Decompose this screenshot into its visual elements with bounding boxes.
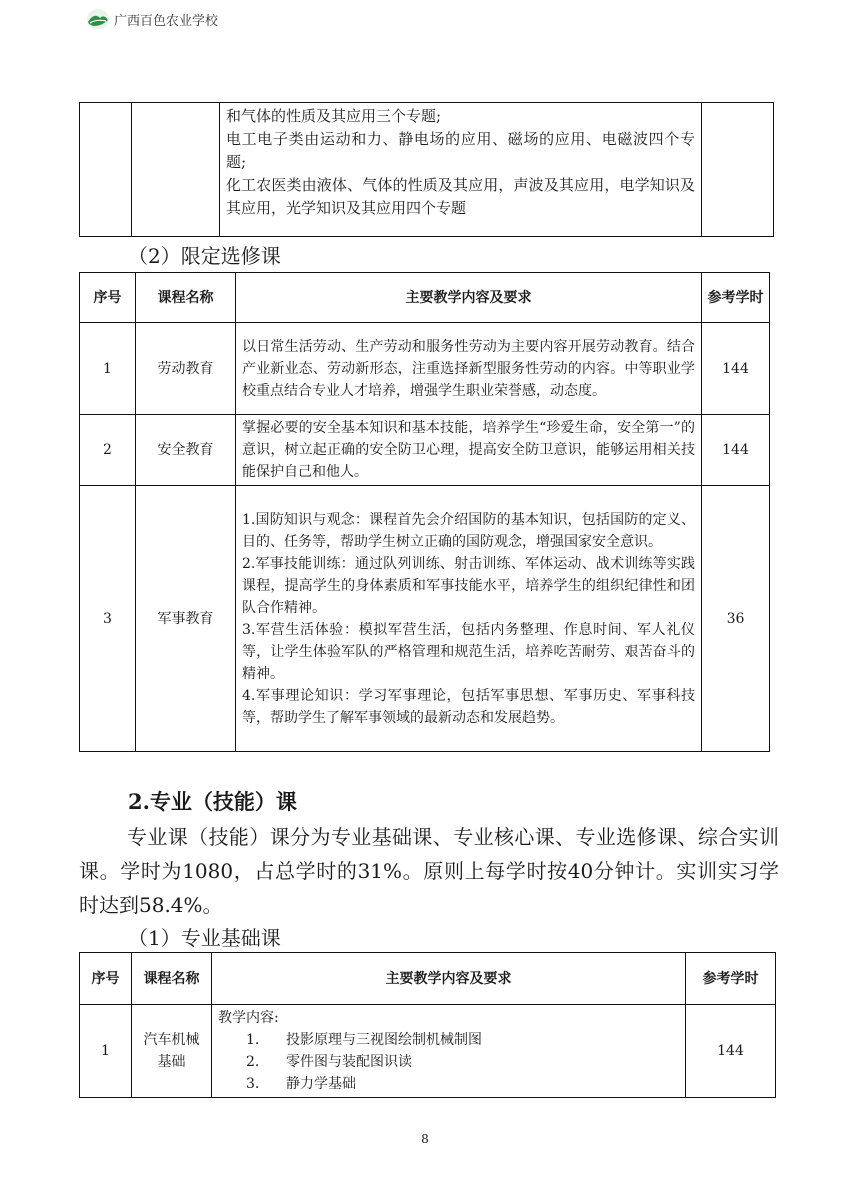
table-row (80, 323, 770, 415)
item-number: 3. (246, 1076, 260, 1092)
header-content: 主要教学内容及要求 (212, 953, 686, 1005)
row-name: 安全教育 (136, 415, 236, 486)
header-course-name: 课程名称 (136, 273, 236, 323)
row-hours: 144 (702, 323, 770, 415)
row-no: 1 (80, 323, 136, 415)
basic-course-table (79, 952, 776, 1098)
content-item: 4.军事理论知识：学习军事理论，包括军事思想、军事历史、军事科技等，帮助学生了解军事领域的最新动态和发展趋势。 (242, 687, 695, 726)
header-hours: 参考学时 (702, 273, 770, 323)
row-content (212, 1005, 686, 1098)
content-cell (220, 103, 702, 237)
row-no: 1 (80, 1005, 132, 1098)
limited-elective-table (79, 272, 770, 752)
school-logo-icon (86, 8, 110, 30)
page-number: 8 (421, 1132, 429, 1146)
content-list (218, 1029, 679, 1095)
table-row (80, 415, 770, 486)
row-name: 劳动教育 (136, 323, 236, 415)
row-hours: 36 (702, 486, 770, 752)
section-title-professional: 2.专业（技能）课 (128, 789, 297, 814)
row-content: 以日常生活劳动、生产劳动和服务性劳动为主要内容开展劳动教育。结合产业新业态、劳动新形态，注重选择新型服务性劳动的内容。中等职业学校重点结合专业人才培养，增强学生职业荣誉感，动态度。 (236, 323, 702, 415)
list-item (246, 1029, 679, 1051)
empty-cell (132, 103, 220, 237)
table-row (80, 1005, 776, 1098)
content-line: 电工电子类由运动和力、静电场的应用、磁场的应用、电磁波四个专题; (226, 130, 695, 171)
continued-table (79, 102, 774, 237)
empty-cell (80, 103, 132, 237)
header-content: 主要教学内容及要求 (236, 273, 702, 323)
row-content (236, 486, 702, 752)
header-course-name: 课程名称 (132, 953, 212, 1005)
row-content: 掌握必要的安全基本知识和基本技能，培养学生“珍爱生命，安全第一”的意识，树立起正确的安全防卫心理，提高安全防卫意识，能够运用相关技能保护自己和他人。 (236, 415, 702, 486)
header-no: 序号 (80, 953, 132, 1005)
content-intro: 教学内容: (218, 1010, 279, 1026)
content-line: 化工农医类由液体、气体的性质及其应用，声波及其应用，电学知识及其应用，光学知识及其应用四个专题 (226, 176, 695, 217)
item-text: 静力学基础 (286, 1076, 356, 1092)
item-text: 投影原理与三视图绘制机械制图 (286, 1032, 482, 1048)
content-item: 2.军事技能训练：通过队列训练、射击训练、军体运动、战术训练等实践课程，提高学生的身体素质和军事技能水平，培养学生的组织纪律性和团队合作精神。 (242, 555, 695, 616)
row-no: 2 (80, 415, 136, 486)
content-line: 和气体的性质及其应用三个专题; (226, 107, 442, 125)
list-item (246, 1073, 679, 1095)
section-paragraph: 专业课（技能）课分为专业基础课、专业核心课、专业选修课、综合实训课。学时为1080，占总学时的31%。原则上每学时按40分钟计。实训实习学时达到58.4%。 (79, 825, 779, 917)
page-header (86, 6, 218, 32)
item-text: 零件图与装配图识读 (286, 1054, 412, 1070)
content-item: 1.国防知识与观念：课程首先会介绍国防的基本知识，包括国防的定义、目的、任务等，帮助学生树立正确的国防观念，增强国家安全意识。 (242, 511, 695, 550)
table-row (80, 486, 770, 752)
item-number: 2. (246, 1054, 260, 1070)
empty-cell (702, 103, 774, 237)
school-name: 广西百色农业学校 (114, 13, 219, 29)
section-title-limited: （2）限定选修课 (128, 244, 281, 268)
content-item: 3.军营生活体验：模拟军营生活，包括内务整理、作息时间、军人礼仪等，让学生体验军队的严格管理和规范生活，培养吃苦耐劳、艰苦奋斗的精神。 (242, 621, 695, 682)
header-no: 序号 (80, 273, 136, 323)
row-hours: 144 (702, 415, 770, 486)
row-name: 汽车机械基础 (132, 1005, 212, 1098)
header-hours: 参考学时 (686, 953, 776, 1005)
row-name: 军事教育 (136, 486, 236, 752)
list-item (246, 1051, 679, 1073)
section-title-basic: （1）专业基础课 (128, 926, 281, 950)
row-hours: 144 (686, 1005, 776, 1098)
item-number: 1. (246, 1032, 260, 1048)
row-no: 3 (80, 486, 136, 752)
